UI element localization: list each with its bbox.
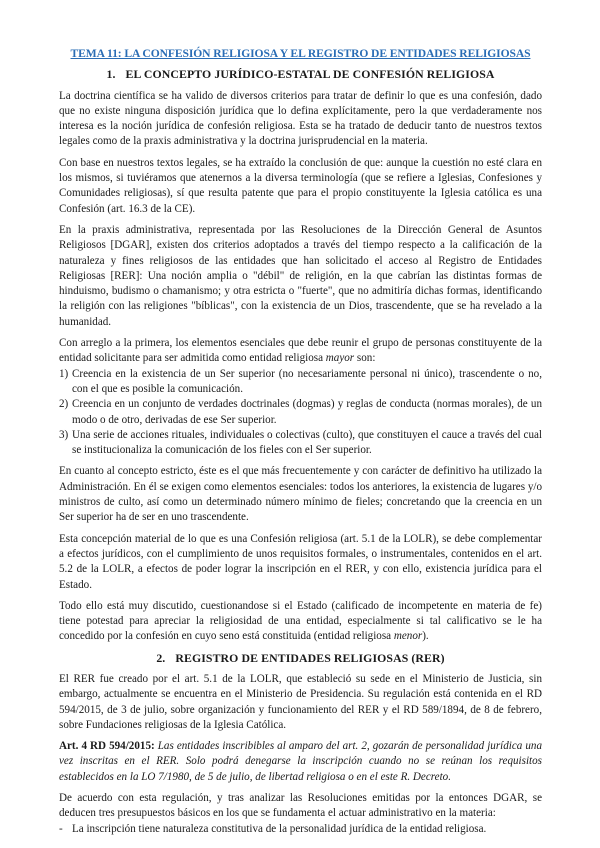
paragraph xyxy=(59,599,542,645)
section-2-heading-text: REGISTRO DE ENTIDADES RELIGIOSAS (RER) xyxy=(175,650,445,665)
list-item xyxy=(59,397,542,428)
section-1-heading xyxy=(59,67,542,82)
presupuestos-list xyxy=(59,822,542,837)
law-quote xyxy=(59,739,542,785)
list-item-text: Una serie de acciones rituales, individuales o colectivas (culto), que constituyen el cauce a través del cual se institucionaliza la comunicación de los fieles con el Ser superior. xyxy=(72,428,542,457)
list-number: 2) xyxy=(59,398,69,411)
paragraph: El RER fue creado por el art. 5.1 de la LOLR, que estableció su sede en el Ministerio de Justicia, sin embargo, actualmente se encuentra en el Ministerio de Presidencia. Su regulación está contenida en el RD 594/2015, de 3 de julio, sobre organización y funcionamiento del RER y el RD 589/1894, de 8 de febrero, sobre Fundaciones religiosas de la Iglesia Católica. xyxy=(59,672,542,731)
emphasis-text: mayor xyxy=(325,352,355,365)
paragraph: En cuanto al concepto estricto, éste es el que más frecuentemente y con carácter de definitivo ha utilizado la Administración. En él se exigen como elementos esenciales: todos los anteriores, la existencia de lugares y/o ministros de culto, así como un determinado número mínimo de fieles; concretando que la creencia en un Ser superior ha de ser en uno trascendente. xyxy=(59,465,542,524)
list-item-text: Creencia en la existencia de un Ser superior (no necesariamente personal ni único), trascendente o no, con el que es posible la comunicación. xyxy=(72,367,542,395)
list-item xyxy=(59,822,542,837)
section-1-number: 1. xyxy=(106,67,116,82)
paragraph xyxy=(59,336,542,367)
list-item-text: Creencia en un conjunto de verdades doctrinales (dogmas) y reglas de conducta (normas morales), de un modo o de otro, derivadas de ese Ser superior. xyxy=(72,398,542,426)
law-text: Las entidades inscribibles al amparo del art. 2, gozarán de personalidad jurídica una vez inscritas en el RER. Solo podrá denegarse la inscripción cuando no se reúnan los requisitos establecidos en la LO 7/1980, de 5 de julio, de libertad religiosa o en el este R. Decreto. xyxy=(59,740,543,783)
list-item-text: La inscripción tiene naturaleza constitutiva de la personalidad jurídica de la entidad religiosa. xyxy=(72,822,487,835)
dash-bullet: - xyxy=(59,822,63,835)
paragraph-text: ). xyxy=(422,630,429,643)
paragraph-text: son: xyxy=(354,352,376,365)
law-reference: Art. 4 RD 594/2015: xyxy=(59,740,155,753)
paragraph: La doctrina científica se ha valido de diversos criterios para tratar de definir lo que es una confesión, dado que no existe ninguna disposición jurídica que lo defina explícitamente, pero la que verdaderamente nos interesa es la noción jurídica de confesión religiosa. Esta se ha tratado de deducir tanto de nuestros textos legales como de la praxis administrativa y la doctrina jurisprudencial en la materia. xyxy=(59,89,542,148)
paragraph: Esta concepción material de lo que es una Confesión religiosa (art. 5.1 de la LOLR), se debe complementar a efectos jurídicos, con el cumplimiento de unos requisitos formales, o instrumentales, contenidos en el art. 5.2 de la LOLR, a efectos de poder lograr la inscripción en el RER, y con ello, existencia jurídica para el Estado. xyxy=(59,532,542,591)
section-2-number: 2. xyxy=(156,650,166,665)
list-number: 1) xyxy=(59,367,69,380)
list-number: 3) xyxy=(59,428,69,441)
emphasis-text: menor xyxy=(393,630,423,643)
essential-elements-list xyxy=(59,367,542,459)
paragraph-text: Con arreglo a la primera, los elementos esenciales que debe reunir el grupo de personas constituyente de la entidad solicitante para ser admitida como entidad religiosa xyxy=(59,337,542,365)
section-2-heading xyxy=(59,651,542,666)
paragraph: De acuerdo con esta regulación, y tras analizar las Resoluciones emitidas por la entonces DGAR, se deducen tres presupuestos básicos en los que se fundamenta el actuar administrativo en la materia: xyxy=(59,792,542,820)
paragraph: En la praxis administrativa, representada por las Resoluciones de la Dirección General de Asuntos Religiosos [DGAR], existen dos criterios adoptados a través del tiempo respecto a la calificación de la naturaleza y fines religiosos de las entidades que han solicitado el acceso al Registro de Entidades Religiosas [RER]: Una noción amplia o "débil" de religión, en la que cabrían las distintas formas de hinduismo, budismo o chamanismo; y otra estricta o "fuerte", que no admitiría dichas formas, identificando la religión con las religiones "bíblicas", con la existencia de un Dios, trascendente, que se ha revelado a la humanidad. xyxy=(59,223,542,328)
paragraph: Con base en nuestros textos legales, se ha extraído la conclusión de que: aunque la cuestión no esté clara en los mismos, si tuviéramos que atenernos a la diversa terminología (que se refiere a Iglesias, Confesiones y Comunidades religiosas), sí que resulta patente que para el propio constituyente la Iglesia católica es una Confesión (art. 16.3 de la CE). xyxy=(59,156,542,215)
section-1-heading-text: EL CONCEPTO JURÍDICO-ESTATAL DE CONFESIÓN RELIGIOSA xyxy=(125,67,495,82)
document-title: TEMA 11: LA CONFESIÓN RELIGIOSA Y EL REGISTRO DE ENTIDADES RELIGIOSAS xyxy=(70,47,531,60)
paragraph-text: Todo ello está muy discutido, cuestionandose si el Estado (calificado de incompetente en materia de fe) tiene potestad para apreciar la religiosidad de una entidad, especialmente si tal calificativo se le ha concedido por la confesión en cuyo seno está constituida (entidad religiosa xyxy=(59,599,542,643)
list-item xyxy=(59,367,542,398)
list-item xyxy=(59,428,542,459)
